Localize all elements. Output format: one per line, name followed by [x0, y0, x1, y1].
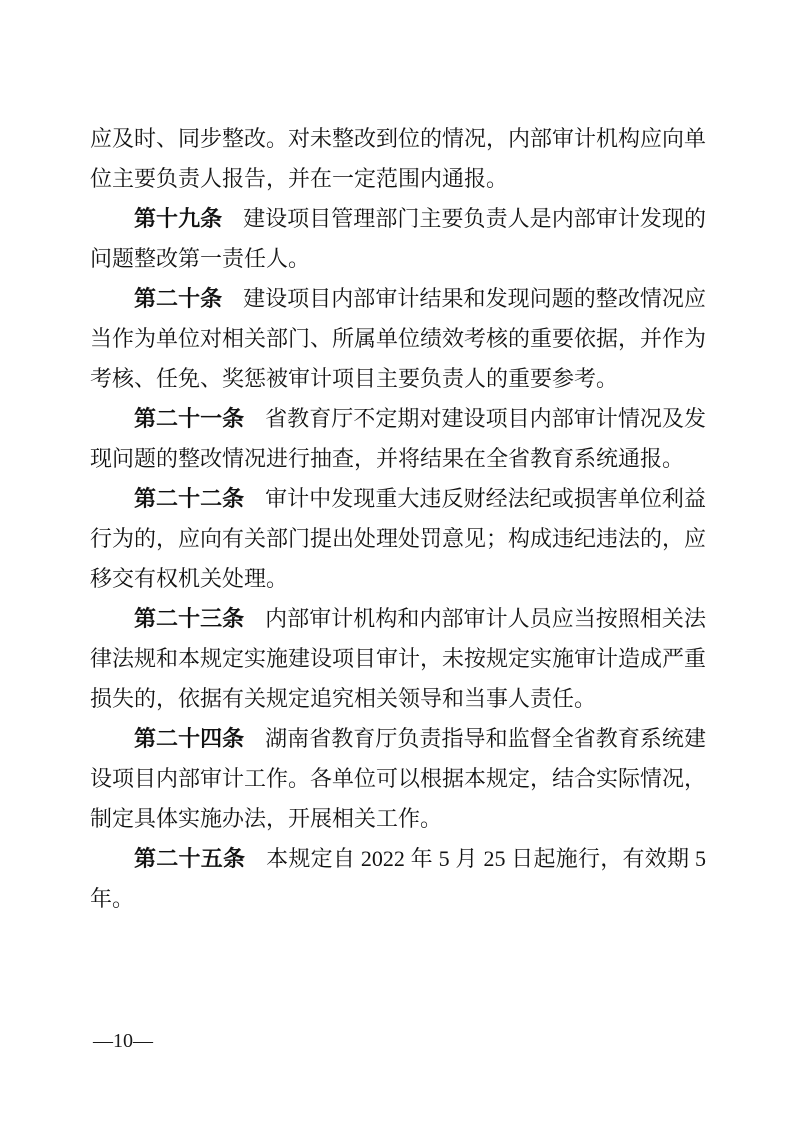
paragraph-text: 内部审计机构和内部审计人员应当按照相关法律法规和本规定实施建设项目审计，未按规定实施审计造成严重损失的，依据有关规定追究相关领导和当事人责任。	[90, 606, 707, 711]
paragraph	[90, 119, 706, 199]
article-heading: 第二十三条	[134, 606, 245, 631]
paragraph-text: 本规定自 2022 年 5 月 25 日起施行，有效期 5 年。	[90, 846, 706, 911]
article-heading: 第十九条	[134, 206, 223, 231]
article-heading: 第二十二条	[134, 486, 245, 511]
paragraph-text: 建设项目管理部门主要负责人是内部审计发现的问题整改第一责任人。	[90, 206, 706, 271]
paragraph-text: 建设项目内部审计结果和发现问题的整改情况应当作为单位对相关部门、所属单位绩效考核的重要依据，并作为考核、任免、奖惩被审计项目主要负责人的重要参考。	[90, 286, 707, 391]
paragraph	[90, 279, 706, 399]
article-heading: 第二十五条	[134, 846, 246, 871]
paragraph-text: 应及时、同步整改。对未整改到位的情况，内部审计机构应向单位主要负责人报告，并在一定范围内通报。	[90, 126, 707, 191]
page-number: —10—	[93, 1030, 153, 1052]
document-body	[90, 119, 706, 919]
article-heading: 第二十一条	[134, 406, 245, 431]
article-heading: 第二十条	[134, 286, 223, 311]
paragraph	[90, 839, 706, 919]
paragraph	[90, 599, 706, 719]
paragraph-text: 审计中发现重大违反财经法纪或损害单位利益行为的，应向有关部门提出处理处罚意见；构成违纪违法的，应移交有权机关处理。	[90, 486, 707, 591]
paragraph-text: 省教育厅不定期对建设项目内部审计情况及发现问题的整改情况进行抽查，并将结果在全省教育系统通报。	[90, 406, 706, 471]
paragraph-text: 湖南省教育厅负责指导和监督全省教育系统建设项目内部审计工作。各单位可以根据本规定，结合实际情况，制定具体实施办法，开展相关工作。	[90, 726, 707, 831]
paragraph	[90, 199, 706, 279]
paragraph	[90, 479, 706, 599]
paragraph	[90, 399, 706, 479]
paragraph	[90, 719, 706, 839]
article-heading: 第二十四条	[134, 726, 245, 751]
